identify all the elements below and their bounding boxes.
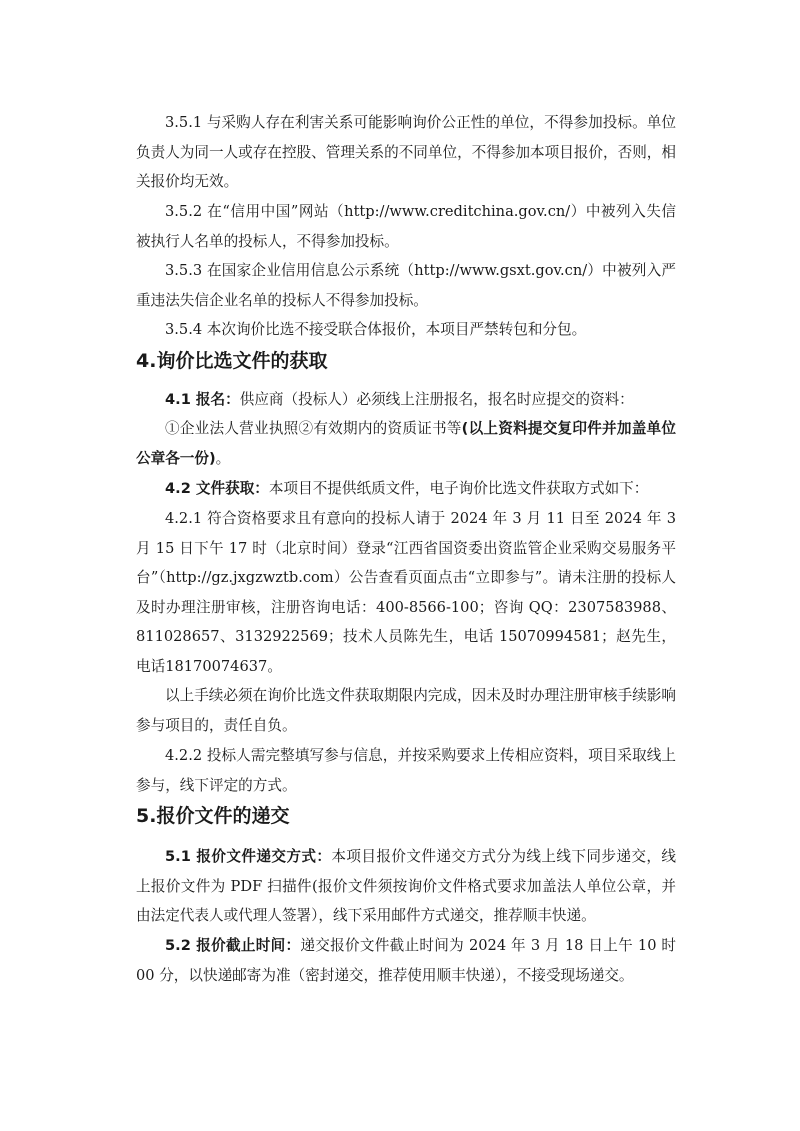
paragraph-4-2-1-note: 以上手续必须在询价比选文件获取期限内完成，因未及时办理注册审核手续影响参与项目的，责任自负。 [136, 687, 676, 734]
paragraph-5-1 [136, 842, 676, 931]
section-heading-5: 5.报价文件的递交 [136, 805, 290, 827]
materials-list: ①企业法人营业执照②有效期内的资质证书等 [165, 420, 462, 437]
paragraph-3-5-3: 3.5.3 在国家企业信用信息公示系统（http://www.gsxt.gov.cn/）中被列入严重违法失信企业名单的投标人不得参加投标。 [136, 262, 676, 309]
text-4-2: 本项目不提供纸质文件，电子询价比选文件获取方式如下： [268, 480, 649, 497]
paragraph-4-2 [136, 474, 676, 504]
paragraph-3-5-1: 3.5.1 与采购人存在利害关系可能影响询价公正性的单位，不得参加投标。单位负责人为同一人或存在控股、管理关系的不同单位，不得参加本项目报价，否则，相关报价均无效。 [136, 114, 676, 190]
text-5-2: 递交报价文件截止时间为 2024 年 3 月 18 日上午 10 时 00 分，以快递邮寄为准（密封递交，推荐使用顺丰快递），不接受现场递交。 [136, 937, 676, 984]
materials-note: (以上资料提交复印件并加盖单位公章各一份) [136, 420, 676, 467]
materials-end: 。 [215, 449, 231, 467]
text-4-1: 供应商（投标人）必须线上注册报名，报名时应提交的资料： [239, 391, 634, 408]
label-5-1: 5.1 报价文件递交方式： [165, 848, 332, 865]
label-4-1: 4.1 报名： [165, 391, 240, 408]
label-4-2: 4.2 文件获取： [165, 480, 269, 497]
label-5-2: 5.2 报价截止时间： [165, 937, 301, 954]
section-heading-4: 4.询价比选文件的获取 [136, 350, 328, 372]
paragraph-4-2-1: 4.2.1 符合资格要求且有意向的投标人请于 2024 年 3 月 11 日至 2024 年 3 月 15 日下午 17 时（北京时间）登录“江西省国资委出资监管企业采购交易服务平台”（http://gz.jxgzwztb.com）公告查看页面点击“立即参与”。请未注册的投标人及时办理注册审核，注册咨询电话：400-8566-100；咨询 QQ：2307583988、811028657、3132922569；技术人员陈先生，电话 15070994581；赵先生，电话18170074637。 [136, 510, 676, 675]
text-5-1: 本项目报价文件递交方式分为线上线下同步递交，线上报价文件为 PDF 扫描件(报价文件须按询价文件格式要求加盖法人单位公章，并由法定代表人或代理人签署），线下采用邮件方式递交，推荐顺丰快递。 [136, 848, 676, 924]
paragraph-5-2 [136, 931, 676, 990]
paragraph-3-5-2: 3.5.2 在“信用中国”网站（http://www.creditchina.gov.cn/）中被列入失信被执行人名单的投标人，不得参加投标。 [136, 203, 676, 250]
paragraph-4-2-2: 4.2.2 投标人需完整填写参与信息，并按采购要求上传相应资料，项目采取线上参与，线下评定的方式。 [136, 747, 676, 794]
paragraph-4-1-materials [136, 414, 676, 473]
paragraph-4-1 [136, 385, 676, 415]
paragraph-3-5-4: 3.5.4 本次询价比选不接受联合体报价，本项目严禁转包和分包。 [165, 321, 587, 338]
